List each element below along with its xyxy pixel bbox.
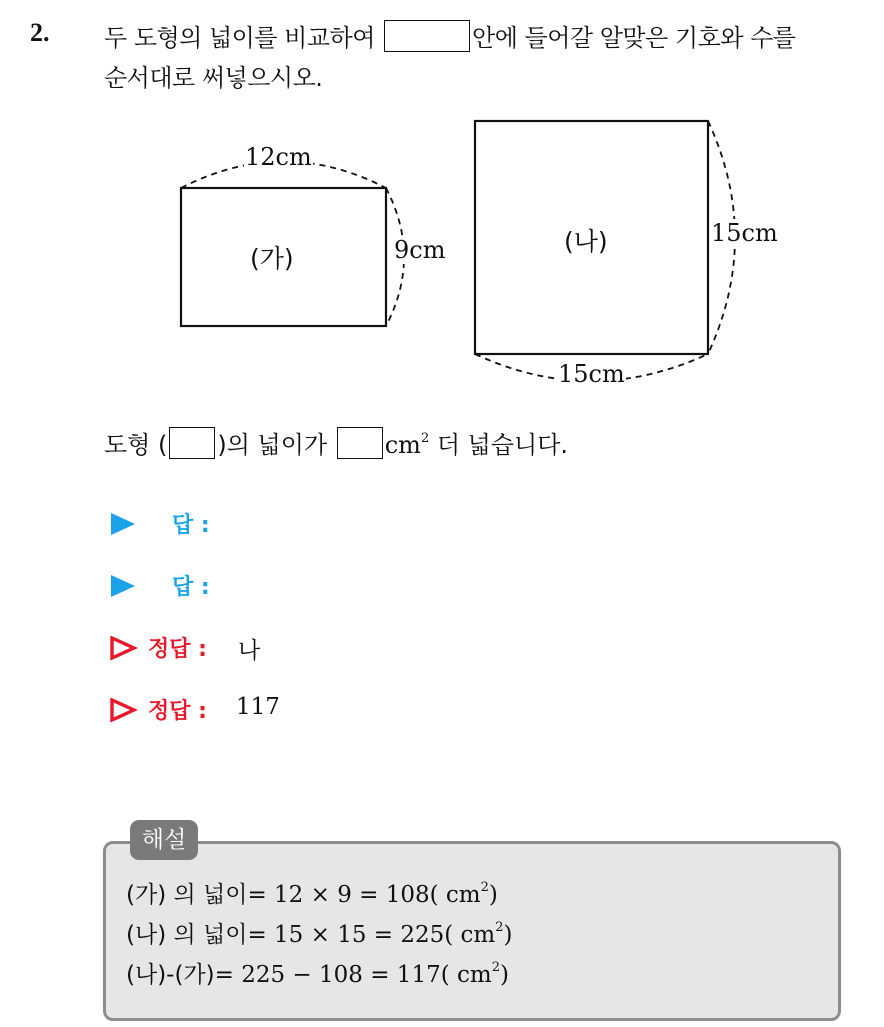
- solution-tab: 해설: [130, 820, 198, 860]
- solution-line-2: (나) 의 넓이= 15 × 15 = 225( $cm^2$): [126, 920, 513, 948]
- shape-name-na: (나): [564, 227, 608, 256]
- figure-diagram: [0, 0, 884, 420]
- sentence-part-3: 더 넓습니다.: [429, 431, 569, 459]
- unit-cm2: $cm^2$: [384, 431, 430, 459]
- red-outline-play-icon: [108, 698, 138, 724]
- shape-blank-box: [169, 427, 215, 459]
- label-15cm-bottom: 15cm: [558, 360, 625, 388]
- question-text-after-blank: 안에 들어갈 알맞은 기호와 수를: [472, 24, 796, 52]
- answer-label: 답 :: [172, 575, 210, 600]
- question-text-line-2: 순서대로 써넣으시오.: [104, 64, 323, 92]
- fill-in-sentence: [104, 425, 568, 462]
- sentence-part-1: 도형 (: [104, 431, 168, 459]
- label-9cm: 9cm: [394, 236, 446, 264]
- label-12cm: 12cm: [245, 143, 312, 171]
- correct-answer-label: 정답 :: [148, 637, 207, 662]
- area-blank-box: [337, 427, 383, 459]
- correct-answer-value: 117: [236, 694, 280, 720]
- sentence-part-2: )의 넓이가: [217, 431, 335, 459]
- red-outline-play-icon: [108, 636, 138, 662]
- blue-play-icon: [108, 574, 138, 600]
- answer-label: 답 :: [172, 513, 210, 538]
- correct-answer-label: 정답 :: [148, 699, 207, 724]
- label-15cm-right: 15cm: [711, 219, 778, 247]
- blue-play-icon: [108, 512, 138, 538]
- solution-line-1: (가) 의 넓이= 12 × 9 = 108( $cm^2$): [126, 880, 498, 908]
- question-number: 2.: [30, 18, 50, 47]
- correct-answer-value: 나: [238, 638, 261, 664]
- question-text-before-blank: 두 도형의 넓이를 비교하여: [104, 24, 383, 52]
- shape-name-ga: (가): [250, 244, 294, 273]
- solution-line-3: (나)-(가)= 225 − 108 = 117( $cm^2$): [126, 960, 509, 988]
